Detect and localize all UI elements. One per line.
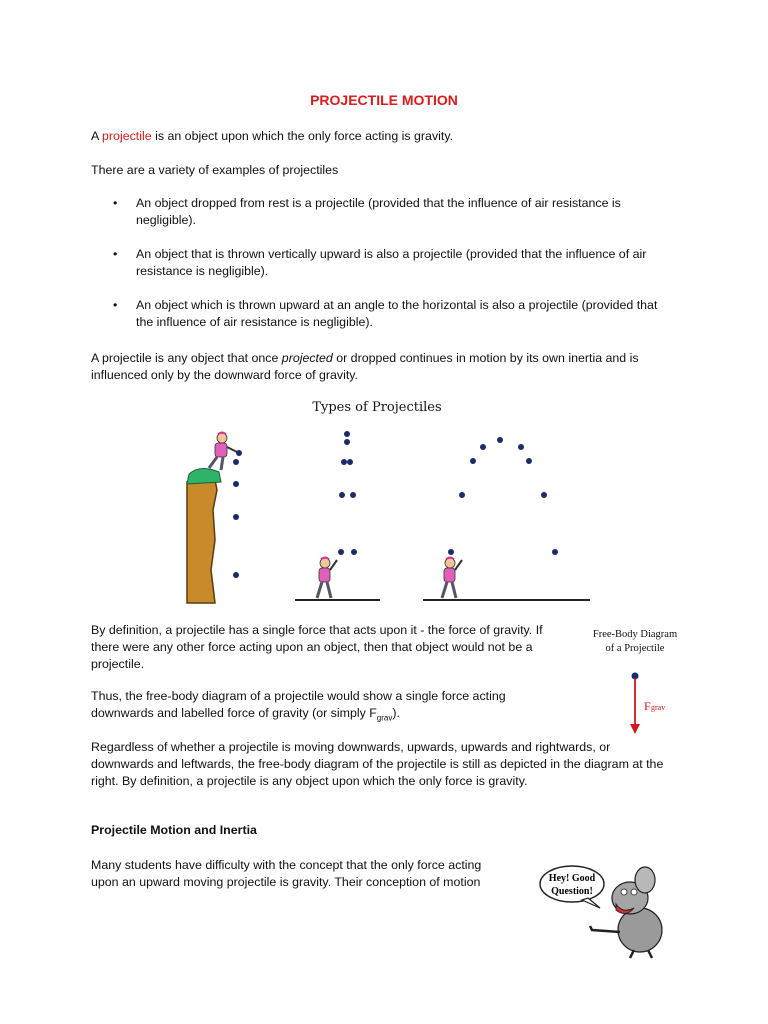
bullet-icon: • [113,298,118,312]
fbd-text-before: Thus, the free-body diagram of a projectile would show a single force acting downwards and labelled force of gravity (or simply F [91,689,506,720]
ball-marker [233,514,239,520]
person-throwing-angle-icon [442,557,462,599]
person-on-cliff-icon [209,432,237,471]
list-item [91,246,676,280]
list-item-text: An object that is thrown vertically upward is also a projectile (provided that the influence of air resistance is negligible). [136,247,647,278]
examples-lead: There are a variety of examples of projectiles [91,163,339,177]
definition-emphasis: projected [281,351,333,365]
gravity-label: F [644,699,651,713]
cliff [187,480,217,603]
fbd-text-after: ). [392,706,400,720]
definition-before: A projectile is any object that once [91,351,282,365]
intro-paragraph [91,128,676,145]
projectiles-illustration [175,420,595,610]
free-body-diagram [620,670,680,740]
intro-suffix: is an object upon which the only force acting is gravity. [151,129,454,143]
ball-marker [233,481,239,487]
students-paragraph: Many students have difficulty with the concept that the only force acting upon an upward moving projectile is gravity. Their conception of motion [91,858,482,889]
ball-marker [541,492,547,498]
gravity-label-subscript: grav [651,703,666,712]
speech-line2: Question! [551,886,593,897]
ball-marker [347,459,353,465]
figure-title: Types of Projectiles [312,400,442,415]
regardless-paragraph: Regardless of whether a projectile is moving downwards, upwards, upwards and rightwards, or downwards and leftwards, the free-body diagram of the projectile is still as depicted in the diagram at the right. By definition, a projectile is any object upon which the only force is gravity. [91,740,664,788]
intro-term: projectile [102,129,152,143]
ball-marker [526,458,532,464]
list-item [91,297,676,331]
bullet-icon: • [113,196,118,210]
list-item [91,195,676,229]
fbd-title-line1: Free-Body Diagram [592,629,678,640]
ball-marker [338,549,344,555]
ball-marker [236,450,242,456]
ball-marker [233,572,239,578]
definition-paragraph [91,350,676,384]
definition-after: or dropped continues in motion by its own inertia and is influenced only by the downward force of gravity. [91,351,639,382]
person-throwing-up-icon [317,557,337,599]
ball-marker [344,431,350,437]
drop-trajectory [233,450,242,578]
ball-marker [341,459,347,465]
free-body-paragraph [91,688,521,726]
ball-marker [470,458,476,464]
angled-throw-scene [423,437,590,600]
ball-marker [344,439,350,445]
gravity-arrow-head-icon [630,724,640,734]
ball-marker [339,492,345,498]
list-item-text: An object which is thrown upward at an angle to the horizontal is also a projectile (provided that the influence of air resistance is negligible). [136,298,658,329]
ball-marker [448,549,454,555]
ball-marker [518,444,524,450]
cartoon-mouse-illustration [530,860,680,960]
ball-marker [350,492,356,498]
page-title: PROJECTILE MOTION [310,92,458,108]
ball-marker [497,437,503,443]
definition-force-paragraph: By definition, a projectile has a single force that acts upon it - the force of gravity. If there were any other force acting upon an object, then that object would not be a projectile. [91,623,543,671]
ball-marker [552,549,558,555]
cliff-scene [187,432,237,604]
list-item-text: An object dropped from rest is a projectile (provided that the influence of air resistance is negligible). [136,196,621,227]
ball-marker [351,549,357,555]
fbd-title [570,628,700,656]
bullet-icon: • [113,247,118,261]
fbd-title-line2: of a Projectile [605,643,665,654]
speech-line1: Hey! Good [548,873,596,884]
cliff-grass [187,468,221,484]
section-heading: Projectile Motion and Inertia [91,823,257,837]
vertical-throw-scene [295,431,380,600]
ball-marker [233,459,239,465]
fbd-text-subscript: grav [376,713,393,723]
examples-list [91,195,676,348]
ball-marker [459,492,465,498]
ball-marker [480,444,486,450]
intro-prefix: A [91,129,103,143]
